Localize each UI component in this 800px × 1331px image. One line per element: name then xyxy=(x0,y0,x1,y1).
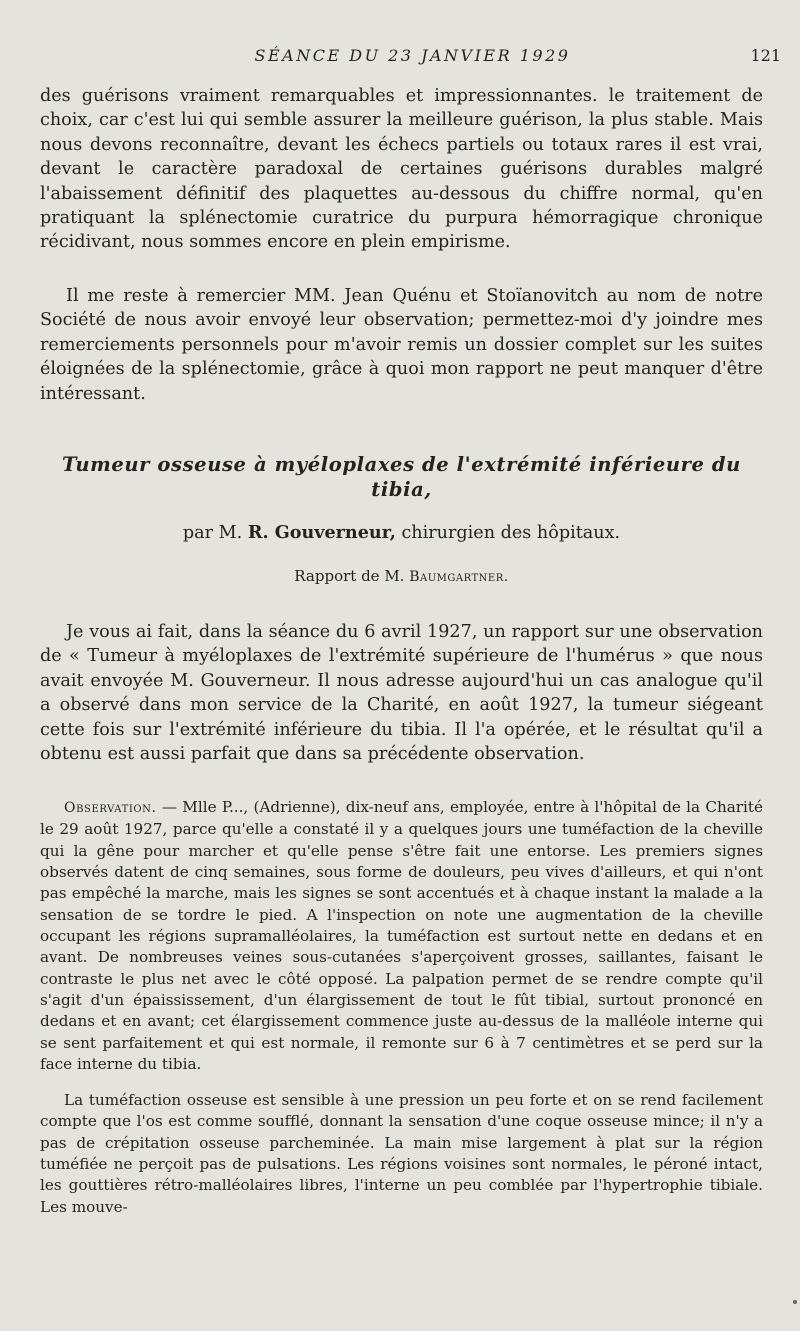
author-name: R. Gouverneur, xyxy=(247,522,396,543)
observation-label: Observation. xyxy=(64,800,157,816)
paragraph-conclusion: des guérisons vraiment remarquables et impressionnantes. le traitement de choix, car c'est lui qui semble assurer la meilleure guérison, la plus stable. Mais nous devons reconnaître, devant les échecs partiels ou totaux rares il est vrai, devant le caractère paradoxal de certaines guérisons durables malgré l'abaissement définitif des plaquettes au-dessous du chiffre normal, qu'en pratiquant la splénectomie curatrice du purpura hémorragique chronique récidivant, nous sommes encore en plein empirisme. xyxy=(40,86,763,253)
paragraph-thanks: Il me reste à remercier MM. Jean Quénu et Stoïanovitch au nom de notre Société de nous avoir envoyé leur observation; permettez-moi d'y joindre mes remerciements personnels pour m'avoir remis un dossier complet sur les suites éloignées de la splénectomie, grâce à quoi mon rapport ne peut manquer d'être intéressant. xyxy=(40,286,763,404)
observation-paragraph-continued: La tuméfaction osseuse est sensible à une pression un peu forte et on se rend facilement compte que l'os est comme soufflé, donnant la sensation d'une coque osseuse mince; il n'y a pas de crépitation osseuse parcheminée. La main mise largement à plat sur la région tuméfiée ne perçoit pas de pulsations. Les régions voisines sont normales, le péroné intact, les gouttières rétro-malléolaires libres, l'interne un peu comblée par l'hypertrophie tibiale. Les mouve- xyxy=(40,1091,763,1216)
observation-text: — Mlle P..., (Adrienne), dix-neuf ans, employée, entre à l'hôpital de la Charité le 29 août 1927, parce qu'elle a constaté il y a quelques jours une tuméfaction de la cheville qui la gêne pour marcher et qu'elle pense s'être fait une entorse. Les premiers signes observés datent de cinq semaines, sous forme de douleurs, peu vives d'ailleurs, et qui n'ont pas empêché la marche, mais les signes se sont accentués et à chaque instant la malade a la sensation de se tordre le pied. A l'inspection on note une augmentation de la cheville occupant les régions supramalléolaires, la tuméfaction est surtout nette en dedans et en avant. De nombreuses veines sous-cutanées s'aperçoivent grosses, saillantes, faisant le contraste le plus net avec le côté opposé. La palpation permet de se rendre compte qu'il s'agit d'un épaississement, d'un élargissement de tout le fût tibial, surtout prononcé en dedans et en avant; cet élargissement commence juste au-dessus de la malléole interne qui se sent parfaitement et qui est normale, il remonte sur 6 à 7 centimètres et se perd sur la face interne du tibia. xyxy=(40,798,764,1074)
page-number: 121 xyxy=(750,46,781,65)
byline-suffix: chirurgien des hôpitaux. xyxy=(401,523,621,543)
running-title: SÉANCE DU 23 JANVIER 1929 xyxy=(254,46,571,65)
observation-paragraph xyxy=(40,797,763,1075)
byline xyxy=(40,522,763,543)
rapport-author: Baumgartner. xyxy=(409,569,509,585)
running-header xyxy=(40,44,785,68)
article-title: Tumeur osseuse à myéloplaxes de l'extrémité inférieure du tibia, xyxy=(62,453,741,501)
byline-prefix: par M. xyxy=(182,523,243,543)
page-edge-mark xyxy=(793,1300,797,1304)
paragraph-report-intro: Je vous ai fait, dans la séance du 6 avril 1927, un rapport sur une observation de « Tumeur à myéloplaxes de l'extrémité supérieure de l'humérus » que nous avait envoyée M. Gouverneur. Il nous adresse aujourd'hui un cas analogue qu'il a observé dans mon service de la Charité, en août 1927, la tumeur siégeant cette fois sur l'extrémité inférieure du tibia. Il l'a opérée, et le résultat qu'il a obtenu est aussi parfait que dans sa précédente observation. xyxy=(40,622,763,765)
rapport-prefix: Rapport de M. xyxy=(294,567,405,585)
rapport-line xyxy=(40,567,763,585)
